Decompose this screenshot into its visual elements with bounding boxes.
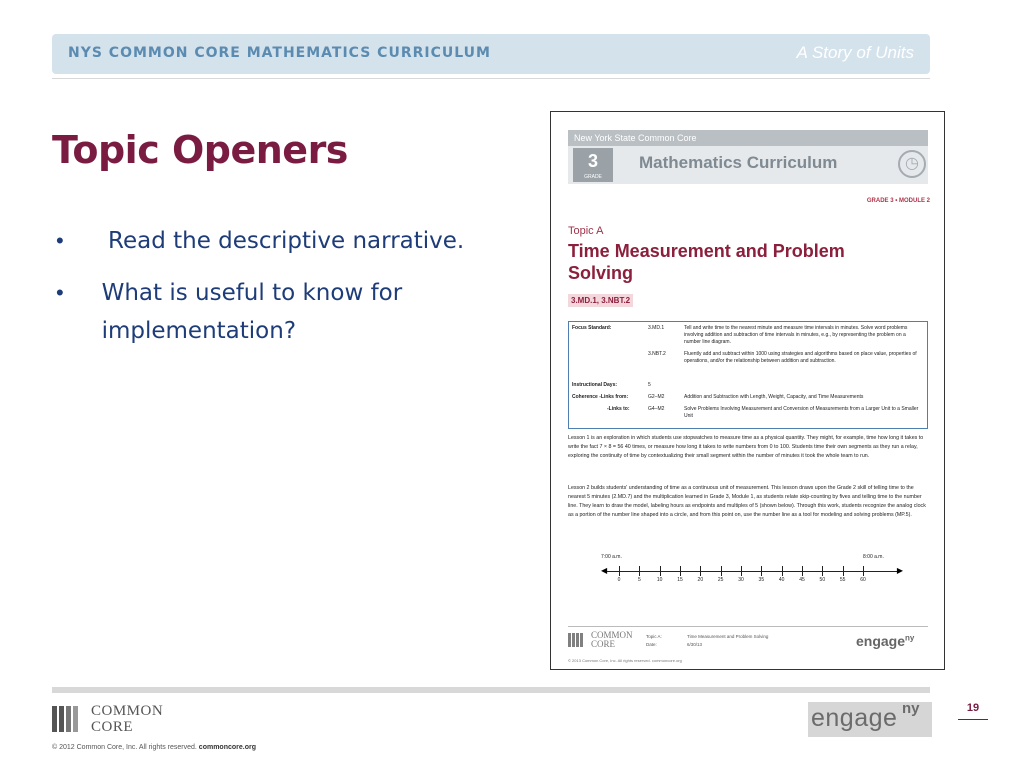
doc-footer-labels: Topic A: Date: [646,634,662,647]
doc-focus-table [568,321,928,429]
numline-tick [863,566,864,576]
days-label: Instructional Days: [572,382,618,388]
doc-grade-number: 3 [573,148,613,182]
links-from-code: G2–M2 [648,394,665,400]
links-from-text: Addition and Subtraction with Length, Weight, Capacity, and Time Measurements [684,394,864,400]
std2-code: 3.NBT.2 [648,351,666,357]
copyright-notice: © 2012 Common Core, Inc. All rights reserved. commoncore.org [52,744,256,751]
links-to-code: G4–M2 [648,406,665,412]
numline-axis [607,571,897,572]
numline-tick-label: 60 [860,577,866,583]
bullet-marker: • [56,280,64,305]
std1-code: 3.MD.1 [648,325,665,331]
topic-document-thumbnail [550,111,945,670]
doc-paragraph-lesson2: Lesson 2 builds students' understanding of time as a continuous unit of measurement. This lesson draws upon the Grade 2 skill of telling time to the nearest 5 minutes (2.MD.7) and the multiplication learned in Grade 3, Module 1, as students relate skip-counting by fives and telling time to the number line. They learn to draw the model, labeling hours as endpoints and multiples of 5 (shown below). Through this work, students recognize the analog clock as a portion of the number line shaped into a circle, and from this point on, use the number line as a tool for modeling and solving problems (MP.5). [568,485,926,518]
footer-divider [52,687,930,693]
numline-tick-label: 15 [677,577,683,583]
coherence-label: Coherence -Links from: [572,394,629,400]
numline-tick-label: 55 [839,577,846,583]
numline-tick-label: 30 [738,577,744,583]
slide-title: Topic Openers [52,128,348,172]
numline-tick [802,566,803,576]
numline-tick [639,566,640,576]
header-bar [52,34,930,74]
number-line [601,554,911,590]
doc-topic-title: Time Measurement and Problem Solving [568,241,845,283]
doc-footer-values: Time Measurement and Problem Solving 6/30/13 [687,634,769,647]
focus-label: Focus Standard: [572,325,612,331]
numline-tick-label: 35 [758,577,765,583]
numline-tick [700,566,701,576]
arrow-right-icon: ▶ [896,566,903,575]
bullet-text: What is useful to know for implementation? [101,280,403,344]
numline-tick [741,566,742,576]
bullet-list [52,222,542,364]
doc-banner-title: Mathematics Curriculum [639,153,838,172]
common-core-wordmark: COMMON CORE [91,703,164,735]
numline-tick-label: 0 [617,577,621,583]
doc-grade-module: GRADE 3 • MODULE 2 [866,198,930,204]
clock-icon: ◷ [898,150,926,178]
numline-tick [680,566,681,576]
numline-tick [822,566,823,576]
common-core-logo-icon [52,706,84,732]
page-number: 19 [966,702,980,714]
engage-ny-logo: engage ny [808,702,932,737]
numline-start-label: 7:00 a.m. [601,554,622,560]
std2-text: Fluently add and subtract within 1000 using strategies and algorithms based on place value, properties of operations, and/or the relationship between addition and subtraction. [684,351,917,364]
numline-tick [619,566,620,576]
doc-grade-label: GRADE [584,174,602,180]
numline-tick [761,566,762,576]
bullet-marker: • [56,228,64,253]
numline-tick-label: 45 [799,577,805,583]
std1-text: Tell and write time to the nearest minute and measure time intervals in minutes. Solve word problems involving addition and subtraction of time intervals in minutes, e.g., by representing the problem on a number line diagram. [684,325,908,345]
numline-end-label: 8:00 a.m. [863,554,884,560]
links-to-text: Solve Problems Involving Measurement and Conversion of Measurements from a Larger Unit to a Smaller Unit [684,406,919,419]
arrow-left-icon: ◀ [601,566,608,575]
doc-state-band: New York State Common Core [568,130,928,146]
bullet-item [52,222,542,260]
header-divider [52,78,930,79]
numline-tick-label: 5 [637,577,641,583]
curriculum-title: NYS COMMON CORE MATHEMATICS CURRICULUM [68,45,491,61]
page-number-box [958,697,988,720]
doc-copyright: © 2013 Common Core, Inc. All rights reserved. commoncore.org [568,658,682,663]
bullet-item [52,274,542,350]
numline-tick-label: 10 [656,577,663,583]
numline-tick [843,566,844,576]
numline-tick-label: 50 [819,577,826,583]
numline-tick [782,566,783,576]
days-value: 5 [648,382,651,388]
common-core-logo-icon [568,633,588,647]
numline-tick-label: 40 [778,577,785,583]
numline-tick [721,566,722,576]
doc-footer-divider [568,626,928,627]
numline-tick [660,566,661,576]
doc-topic-label: Topic A [568,225,604,237]
numline-tick-label: 25 [717,577,724,583]
links-to-label: -Links to: [607,406,630,412]
story-of-units-label: A Story of Units [796,43,914,62]
doc-standards-tag: 3.MD.1, 3.NBT.2 [568,294,633,307]
bullet-text: Read the descriptive narrative. [108,228,465,254]
doc-cc-wordmark: COMMON CORE [591,630,633,649]
doc-engage-ny-logo: engage$^{ny}$ [856,633,915,649]
doc-paragraph-lesson1: Lesson 1 is an exploration in which students use stopwatches to measure time as a physical quantity. They might, for example, time how long it takes to write the fact 7 × 8 = 56 40 times, or measure how long it takes to write numbers from 0 to 100. Students time their own segments as they run a relay, exploring the continuity of time by contextualizing their small segment within the number of minutes it took the whole team to run. [568,435,924,459]
numline-tick-label: 20 [697,577,704,583]
